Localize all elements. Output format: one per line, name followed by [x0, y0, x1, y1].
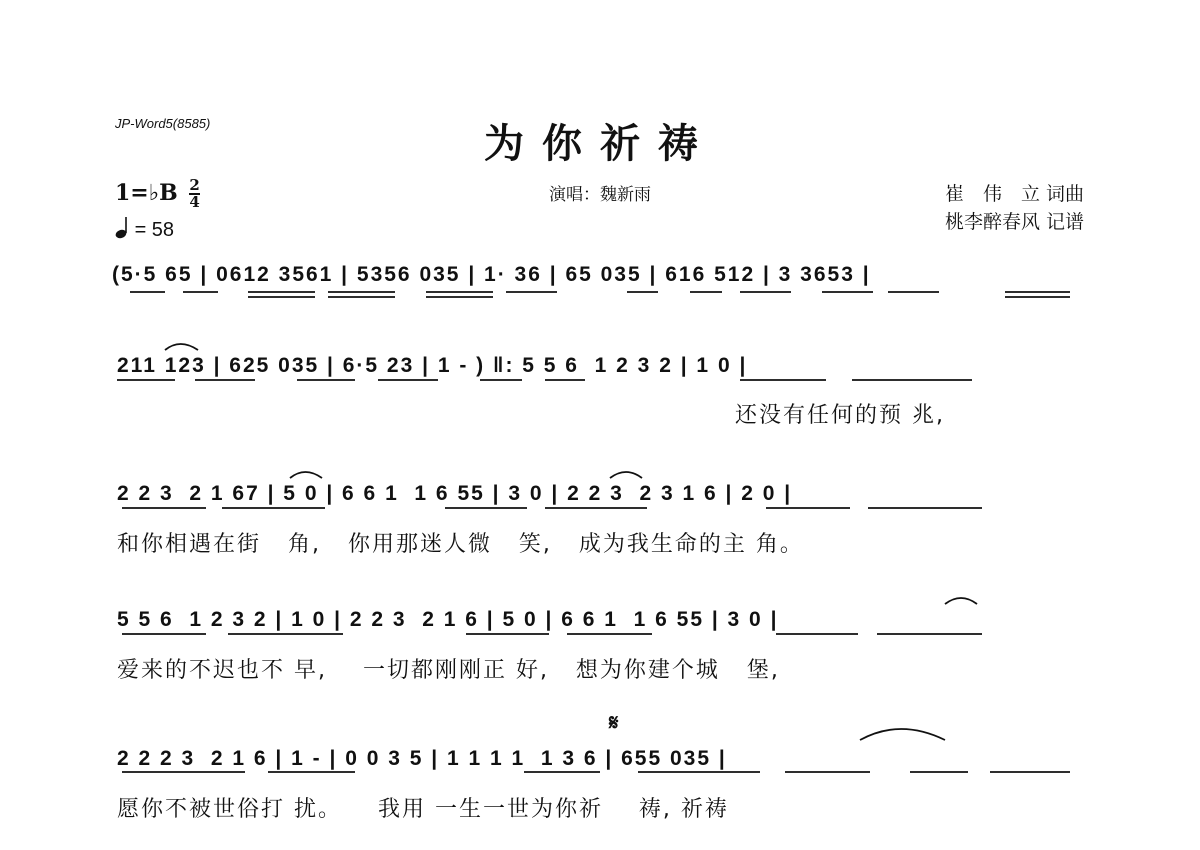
tempo-value: = 58	[134, 219, 175, 241]
score-line-5-lyrics: 愿你不被世俗打 扰。 我用 一生一世为你祈 祷, 祈祷	[117, 797, 729, 822]
score-line-4-notes: 5 5 6 1 2 3 2 | 1 0 | 2 2 3 2 1 6 | 5 0 | 6 6 1 1 6 55 | 3 0 |	[117, 608, 779, 631]
singer: 演唱：魏新雨	[549, 185, 651, 205]
score-line-2-notes: 211 123 | 625 035 | 6·5 23 | 1 - ) ‖: 5 5 6 1 2 3 2 | 1 0 |	[117, 354, 748, 377]
time-sig-bottom: 4	[189, 193, 200, 211]
song-title: 为你祈祷	[484, 120, 716, 167]
score-line-1-notes: (5·5 65 | 0612 3561 | 5356 035 | 1· 36 | 65 035 | 616 512 | 3 3653 |	[112, 263, 871, 286]
time-sig-top: 2	[189, 176, 200, 194]
composer-credit: 崔 伟 立 词曲	[944, 183, 1084, 205]
score-line-3-lyrics: 和你相遇在街 角, 你用那迷人微 笑, 成为我生命的主 角。	[117, 532, 804, 557]
segno-sign: 𝄋	[609, 710, 619, 735]
score-line-5-notes: 2 2 2 3 2 1 6 | 1 - | 0 0 3 5 | 1 1 1 1 1 3 6 | 655 035 |	[117, 747, 727, 770]
score-line-2-lyrics: 还没有任何的预 兆,	[735, 403, 945, 428]
score-line-3-notes: 2 2 3 2 1 67 | 5 0 | 6 6 1 1 6 55 | 3 0 | 2 2 3 2 3 1 6 | 2 0 |	[117, 482, 793, 505]
key-label: 1=♭B	[115, 180, 178, 206]
score-line-4-lyrics: 爱来的不迟也不 早, 一切都刚刚正 好, 想为你建个城 堡,	[117, 658, 780, 683]
transcriber-credit: 桃李醉春风 记谱	[944, 211, 1084, 233]
watermark: JP-Word5(8585)	[115, 116, 211, 131]
